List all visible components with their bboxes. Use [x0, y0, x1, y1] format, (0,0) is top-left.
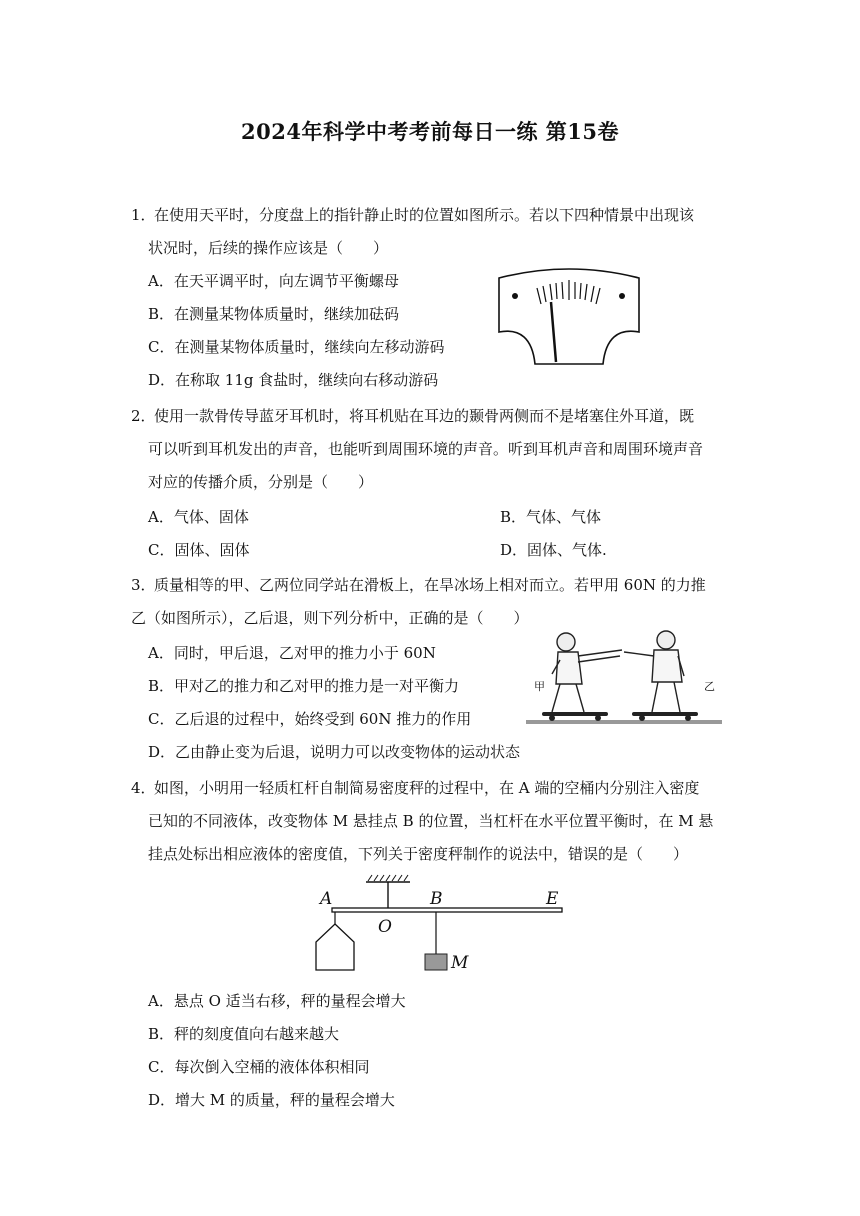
q2-option-b: B．气体、气体 [500, 508, 602, 526]
q3-option-d: D．乙由静止变为后退，说明力可以改变物体的运动状态 [148, 743, 521, 761]
q3-number: 3． [131, 576, 156, 594]
q4-option-b: B．秤的刻度值向右越来越大 [148, 1025, 340, 1043]
q1-option-d: D．在称取 11g 食盐时，继续向右移动游码 [148, 371, 439, 389]
q2-stem-line-1: 使用一款骨传导蓝牙耳机时，将耳机贴在耳边的颞骨两侧而不是堵塞住外耳道，既 [154, 407, 695, 425]
q4-option-a: A．悬点 O 适当右移，秤的量程会增大 [148, 992, 406, 1010]
lever-label-a: A [320, 889, 333, 909]
q4-stem-line-1: 如图，小明用一轻质杠杆自制简易密度秤的过程中，在 A 端的空桶内分别注入密度 [154, 779, 700, 797]
q4-option-d: D．增大 M 的质量，秤的量程会增大 [148, 1091, 395, 1109]
q3-option-a: A．同时，甲后退，乙对甲的推力小于 60N [148, 644, 436, 662]
q3-option-b: B．甲对乙的推力和乙对甲的推力是一对平衡力 [148, 677, 460, 695]
q1-option-a: A．在天平调平时，向左调节平衡螺母 [148, 272, 399, 290]
q1-stem-line-2: 状况时，后续的操作应该是（ ） [148, 239, 389, 257]
skateboard-push-figure [524, 626, 724, 726]
q4-stem-line-3: 挂点处标出相应液体的密度值，下列关于密度秤制作的说法中，错误的是（ ） [148, 845, 689, 863]
lever-label-o: O [378, 917, 392, 937]
figure-label-jia: 甲 [534, 680, 545, 693]
q4-stem-line-2: 已知的不同液体，改变物体 M 悬挂点 B 的位置，当杠杆在水平位置平衡时，在 M 悬 [148, 812, 714, 830]
figure-label-yi: 乙 [704, 680, 715, 693]
q2-option-d: D．固体、气体. [500, 541, 607, 559]
lever-density-scale-figure [306, 870, 576, 978]
q1-stem-line-1: 在使用天平时，分度盘上的指针静止时的位置如图所示。若以下四种情景中出现该 [154, 206, 695, 224]
lever-label-m: M [451, 953, 469, 973]
lever-label-b: B [430, 889, 443, 909]
lever-label-e: E [546, 889, 559, 909]
q2-option-a: A．气体、固体 [148, 508, 249, 526]
balance-scale-dial-figure [495, 266, 643, 368]
q1-number: 1． [131, 206, 156, 224]
q2-option-c: C．固体、固体 [148, 541, 250, 559]
q3-stem-line-2: 乙（如图所示），乙后退，则下列分析中，正确的是（ ） [131, 609, 529, 627]
page-title: 2024年科学中考考前每日一练 第15卷 [241, 119, 619, 144]
q2-number: 2． [131, 407, 156, 425]
q1-option-b: B．在测量某物体质量时，继续加砝码 [148, 305, 400, 323]
q1-option-c: C．在测量某物体质量时，继续向左移动游码 [148, 338, 445, 356]
q3-stem-line-1: 质量相等的甲、乙两位同学站在滑板上，在旱冰场上相对而立。若甲用 60N 的力推 [154, 576, 706, 594]
q4-number: 4． [131, 779, 156, 797]
q2-stem-line-3: 对应的传播介质，分别是（ ） [148, 473, 374, 491]
q3-option-c: C．乙后退的过程中，始终受到 60N 推力的作用 [148, 710, 472, 728]
q2-stem-line-2: 可以听到耳机发出的声音，也能听到周围环境的声音。听到耳机声音和周围环境声音 [148, 440, 704, 458]
q4-option-c: C．每次倒入空桶的液体体积相同 [148, 1058, 370, 1076]
